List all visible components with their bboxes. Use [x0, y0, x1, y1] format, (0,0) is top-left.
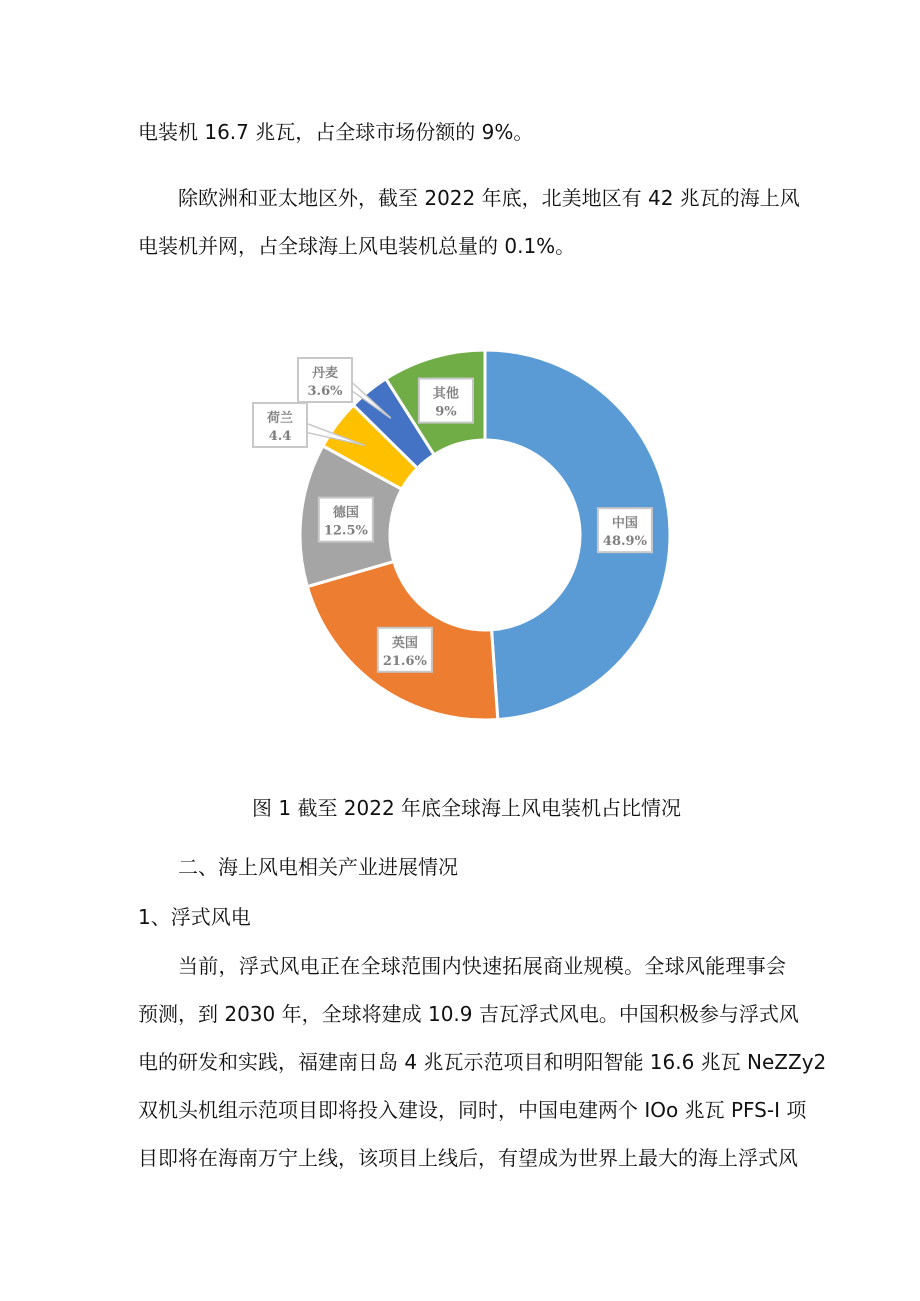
paragraph-2-line-1: 除欧洲和亚太地区外，截至 2022 年底，北美地区有 42 兆瓦的海上风: [178, 186, 800, 210]
body-line-3: 电的研发和实践，福建南日岛 4 兆瓦示范项目和明阳智能 16.6 兆瓦 NeZZy2: [138, 1050, 827, 1074]
paragraph-2-line-2: 电装机并网，占全球海上风电装机总量的 0.1%。: [138, 234, 576, 258]
category-label-2: 德国: [332, 505, 359, 521]
body-line-1: 当前，浮式风电正在全球范围内快速拓展商业规模。全球风能理事会: [178, 954, 786, 978]
body-line-2: 预测，到 2030 年，全球将建成 10.9 吉瓦浮式风电。中国积极参与浮式风: [138, 1002, 799, 1026]
data-label-5: [419, 379, 473, 423]
data-label-3: [253, 403, 307, 447]
value-label-4: 3.6%: [307, 384, 343, 399]
value-label-3: 4.4: [268, 429, 292, 444]
value-label-1: 21.6%: [382, 653, 427, 669]
body-line-5: 目即将在海南万宁上线，该项目上线后，有望成为世界上最大的海上浮式风: [138, 1146, 798, 1170]
paragraph-1-line-1: 电装机 16.7 兆瓦，占全球市场份额的 9%。: [138, 120, 534, 144]
body-line-4: 双机头机组示范项目即将投入建设，同时，中国电建两个 IOo 兆瓦 PFS-I 项: [138, 1098, 807, 1122]
data-label-1: [378, 628, 432, 672]
section-heading: 二、海上风电相关产业进展情况: [178, 855, 458, 879]
value-label-2: 12.5%: [323, 523, 368, 539]
data-label-2: [319, 498, 373, 542]
category-label-0: 中国: [611, 516, 638, 532]
donut-chart: [240, 330, 700, 750]
category-label-4: 丹麦: [311, 366, 339, 381]
category-label-5: 其他: [432, 386, 459, 402]
figure-caption: 图 1 截至 2022 年底全球海上风电装机占比情况: [252, 796, 682, 820]
value-label-0: 48.9%: [602, 534, 647, 550]
data-label-0: [598, 508, 652, 552]
section-subheading: 1、浮式风电: [138, 905, 251, 929]
category-label-3: 荷兰: [266, 411, 294, 426]
value-label-5: 9%: [435, 404, 457, 420]
category-label-1: 英国: [391, 635, 418, 651]
data-label-4: [298, 358, 352, 402]
